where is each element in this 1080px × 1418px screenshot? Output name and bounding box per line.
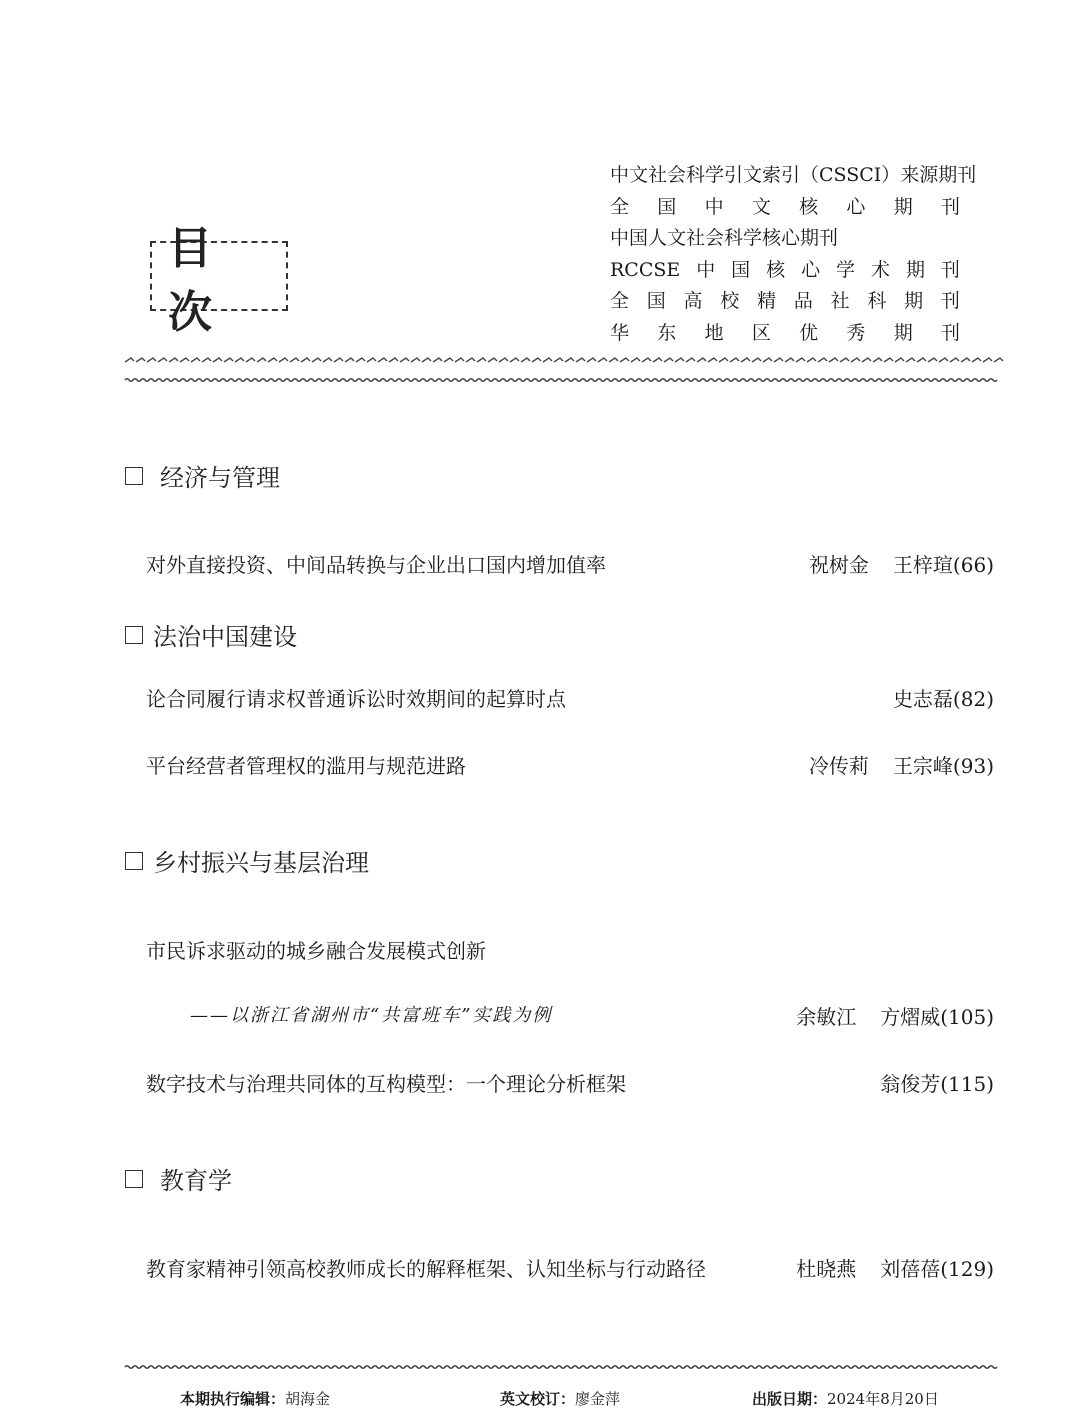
section-heading	[125, 1161, 232, 1196]
page-title: 目 次	[168, 223, 228, 338]
indexing-list	[610, 160, 977, 349]
article-subtitle-row	[190, 1001, 994, 1030]
author: 王宗峰(93)	[892, 754, 994, 778]
checkbox-square-icon	[125, 626, 143, 644]
author: 史志磊(82)	[892, 687, 994, 711]
indexing-item: 华 东 地 区 优 秀 期 刊	[610, 321, 960, 344]
article-authors	[809, 549, 994, 578]
article-title: 教育家精神引领高校教师成长的解释框架、认知坐标与行动路径	[146, 1257, 706, 1281]
footer-editor	[180, 1388, 330, 1409]
indexing-item: 中国人文社会科学核心期刊	[610, 227, 839, 249]
article-entry	[146, 935, 486, 964]
author: 祝树金	[808, 553, 869, 577]
section-title: 乡村振兴与基层治理	[153, 849, 369, 877]
author: 余敏江	[796, 1005, 857, 1029]
article-authors	[809, 750, 994, 779]
article-title: 论合同履行请求权普通诉讼时效期间的起算时点	[146, 687, 566, 711]
author: 冷传莉	[808, 754, 869, 778]
author: 王梓瑄(66)	[892, 553, 994, 577]
article-authors	[796, 1253, 994, 1282]
section-title: 经济与管理	[160, 464, 280, 492]
footer-proof-name: 廖金萍	[575, 1390, 621, 1408]
footer-editor-label: 本期执行编辑：	[180, 1390, 286, 1408]
author: 方熠威(105)	[880, 1005, 994, 1029]
decorative-rule-bottom	[0, 1360, 1080, 1374]
article-entry	[146, 1253, 994, 1282]
article-entry	[146, 750, 994, 779]
page-title-box	[150, 223, 288, 338]
author: 杜晓燕	[796, 1257, 857, 1281]
indexing-item: 全 国 中 文 核 心 期 刊	[610, 195, 960, 218]
footer-proof-label: 英文校订：	[500, 1390, 576, 1408]
section-heading	[125, 458, 280, 493]
footer-date	[752, 1388, 939, 1409]
article-entry	[146, 683, 994, 712]
footer-editor-name: 胡海金	[285, 1390, 331, 1408]
article-title: 数字技术与治理共同体的互构模型：一个理论分析框架	[146, 1072, 626, 1096]
author: 刘蓓蓓(129)	[880, 1257, 994, 1281]
footer-date-label: 出版日期：	[752, 1390, 828, 1408]
section-heading	[125, 617, 297, 652]
article-authors	[880, 1068, 994, 1097]
section-heading	[125, 843, 369, 878]
article-authors	[796, 1001, 994, 1030]
decorative-rule-top	[0, 352, 1080, 386]
indexing-item: 全 国 高 校 精 品 社 科 期 刊	[610, 290, 960, 312]
indexing-item: RCCSE 中 国 核 心 学 术 期 刊	[610, 258, 960, 281]
section-title: 法治中国建设	[153, 623, 297, 651]
article-title: 市民诉求驱动的城乡融合发展模式创新	[146, 939, 486, 963]
checkbox-square-icon	[125, 852, 143, 870]
checkbox-square-icon	[125, 1170, 143, 1188]
footer-date-value: 2024年8月20日	[827, 1390, 939, 1408]
indexing-item: 中文社会科学引文索引（CSSCI）来源期刊	[610, 164, 977, 186]
checkbox-square-icon	[125, 467, 143, 485]
author: 翁俊芳(115)	[880, 1072, 994, 1096]
article-entry	[146, 549, 994, 578]
article-subtitle: ——以浙江省湖州市“共富班车”实践为例	[190, 1005, 553, 1026]
footer-proofreader	[500, 1388, 620, 1409]
article-authors	[893, 683, 994, 712]
article-entry	[146, 1068, 994, 1097]
article-title: 对外直接投资、中间品转换与企业出口国内增加值率	[146, 553, 606, 577]
section-title: 教育学	[160, 1167, 232, 1195]
article-title: 平台经营者管理权的滥用与规范进路	[146, 754, 466, 778]
